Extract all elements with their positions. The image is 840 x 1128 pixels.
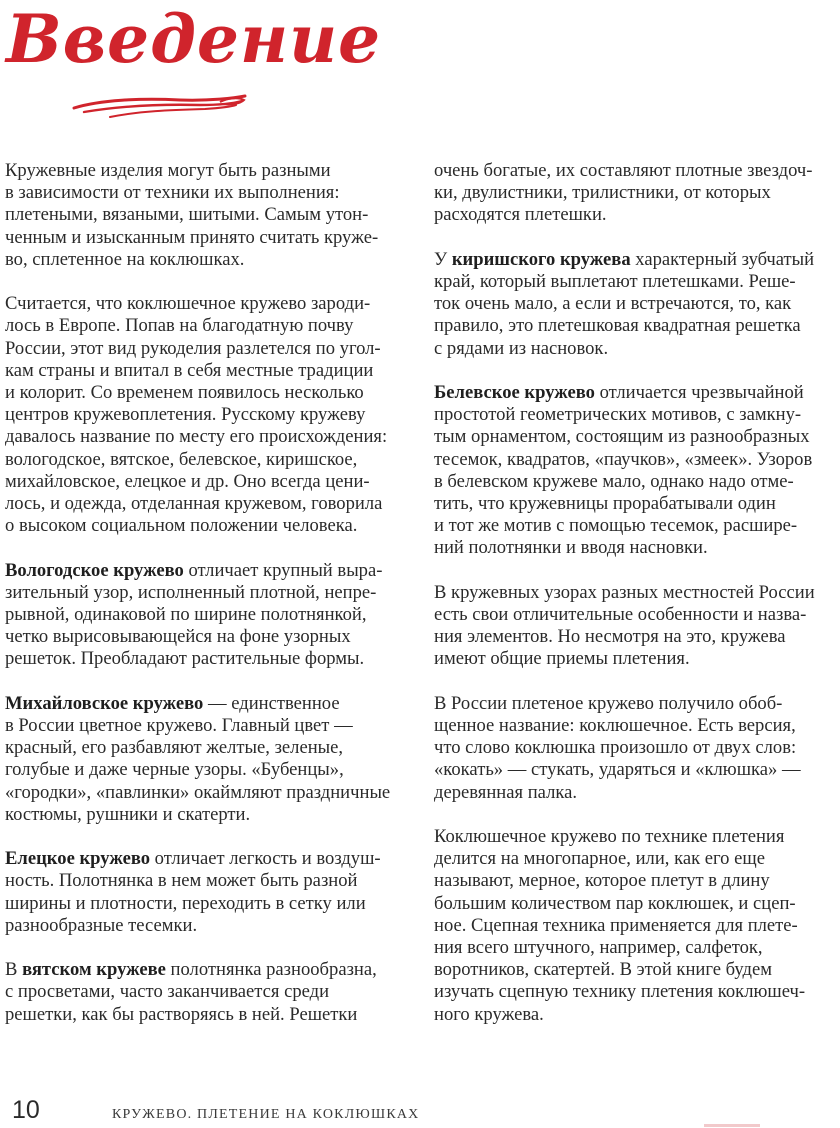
paragraph	[434, 826, 836, 1026]
text-run: решетки, как бы растворяясь в ней. Решетки	[5, 1003, 358, 1025]
page-number: 10	[12, 1096, 40, 1124]
text-run: щенное название: коклюшечное. Есть версия,	[434, 715, 796, 737]
paragraph	[434, 249, 836, 360]
text-line	[434, 338, 836, 360]
text-line	[434, 759, 836, 781]
text-run: Коклюшечное кружево по технике плетения	[434, 826, 785, 848]
text-line	[5, 293, 407, 315]
text-line	[434, 715, 836, 737]
text-line	[5, 893, 407, 915]
text-line	[434, 426, 836, 448]
text-run: есть свои отличительные особенности и назва-	[434, 604, 807, 626]
text-line	[5, 782, 407, 804]
text-line	[5, 981, 407, 1003]
text-run: разнообразные тесемки.	[5, 914, 198, 936]
text-line	[5, 715, 407, 737]
bold-term: Вологодское кружево	[5, 559, 184, 581]
bold-term: Михайловское кружево	[5, 692, 204, 714]
paragraph	[5, 160, 407, 271]
text-line	[5, 493, 407, 515]
text-line	[434, 604, 836, 626]
text-run: и тот же мотив с помощью тесемок, расшире-	[434, 515, 798, 537]
text-line	[5, 737, 407, 759]
text-run: с рядами из насновок.	[434, 337, 609, 359]
text-line	[434, 937, 836, 959]
text-run: ний полотнянки и вводя насновки.	[434, 537, 708, 559]
text-run: делится на многопарное, или, как его еще	[434, 848, 765, 870]
text-line	[5, 404, 407, 426]
text-run: ки, двулистники, трилистники, от которых	[434, 182, 771, 204]
text-run: У	[434, 248, 452, 270]
running-footer-title: КРУЖЕВО. ПЛЕТЕНИЕ НА КОКЛЮШКАХ	[112, 1107, 420, 1122]
text-run: в зависимости от техники их выполнения:	[5, 182, 340, 204]
text-line	[434, 471, 836, 493]
text-line	[5, 471, 407, 493]
text-line	[434, 404, 836, 426]
text-run: край, который выплетают плетешками. Реше-	[434, 271, 796, 292]
text-line	[5, 1004, 407, 1026]
text-line	[5, 160, 407, 182]
text-run: Считается, что коклюшечное кружево зароди-	[5, 293, 371, 315]
text-run: ность. Полотнянка в нем может быть разной	[5, 870, 358, 892]
left-text-column	[5, 160, 407, 1048]
text-run: Кружевные изделия могут быть разными	[5, 160, 331, 181]
text-line	[434, 870, 836, 892]
text-line	[5, 204, 407, 226]
text-run: красный, его разбавляют желтые, зеленые,	[5, 737, 344, 759]
text-run: простотой геометрических мотивов, с замкну-	[434, 404, 802, 426]
text-run: полотнянка разнообразна,	[165, 959, 377, 981]
text-line	[5, 560, 407, 582]
text-run: «кокать» — стукать, ударяться и «клюшка» —	[434, 759, 801, 781]
paragraph	[5, 293, 407, 537]
text-run: ного кружева.	[434, 1003, 544, 1025]
text-run: ное. Сцепная техника применяется для плете-	[434, 914, 798, 936]
text-line	[434, 1004, 836, 1026]
text-run: тить, что кружевницы прорабатывали один	[434, 493, 776, 515]
text-line	[434, 737, 836, 759]
text-line	[5, 870, 407, 892]
text-run: характерный зубчатый	[630, 248, 815, 270]
text-run: большим количеством пар коклюшек, и сцеп-	[434, 892, 796, 914]
page-title: Введение	[6, 0, 382, 78]
paragraph	[434, 382, 836, 560]
bold-term: Белевское кружево	[434, 382, 595, 403]
text-run: ния элементов. Но несмотря на это, кружева	[434, 626, 786, 648]
text-run: в белевском кружеве мало, однако надо отме-	[434, 470, 794, 492]
text-line	[5, 759, 407, 781]
text-run: ширины и плотности, переходить в сетку или	[5, 892, 366, 914]
text-run: михайловское, елецкое и др. Оно всегда цени-	[5, 470, 370, 492]
text-line	[434, 449, 836, 471]
text-run: что слово коклюшка произошло от двух слов:	[434, 737, 797, 759]
text-line	[5, 515, 407, 537]
text-line	[434, 537, 836, 559]
text-run: В России плетеное кружево получило обоб-	[434, 692, 783, 714]
text-run: ченным и изысканным принято считать круже-	[5, 226, 379, 248]
text-run: лось, и одежда, отделанная кружевом, говорила	[5, 493, 383, 515]
text-run: деревянная палка.	[434, 781, 578, 803]
text-line	[5, 915, 407, 937]
text-line	[434, 382, 836, 404]
paragraph	[434, 582, 836, 671]
text-line	[434, 915, 836, 937]
paragraph	[5, 693, 407, 826]
text-run: лось в Европе. Попав на благодатную почву	[5, 315, 354, 337]
text-line	[5, 426, 407, 448]
text-line	[434, 160, 836, 182]
paragraph	[5, 848, 407, 937]
text-run: вологодское, вятское, белевское, киришское,	[5, 448, 358, 470]
text-line	[434, 249, 836, 271]
text-run: отличает крупный выра-	[183, 559, 383, 581]
text-run: называют, мерное, которое плетут в длину	[434, 870, 770, 892]
text-line	[5, 959, 407, 981]
text-line	[434, 782, 836, 804]
text-run: в России цветное кружево. Главный цвет —	[5, 715, 353, 737]
text-line	[434, 271, 836, 293]
text-run: «городки», «павлинки» окаймляют праздничные	[5, 781, 391, 803]
text-run: и колорит. Со временем появилось несколько	[5, 382, 364, 404]
text-line	[434, 648, 836, 670]
paragraph	[434, 160, 836, 227]
text-run: кам страны и впитал в себя местные традиции	[5, 359, 374, 381]
text-line	[434, 693, 836, 715]
text-line	[5, 315, 407, 337]
text-line	[5, 227, 407, 249]
text-run: голубые и даже черные узоры. «Бубенцы»,	[5, 759, 344, 781]
text-line	[434, 826, 836, 848]
text-line	[434, 959, 836, 981]
text-run: с просветами, часто заканчивается среди	[5, 981, 330, 1003]
text-line	[5, 360, 407, 382]
text-run: тесемок, квадратов, «паучков», «змеек». Узоров	[434, 448, 813, 470]
paragraph	[434, 693, 836, 804]
text-line	[434, 893, 836, 915]
text-line	[5, 693, 407, 715]
paragraph	[5, 560, 407, 671]
text-line	[5, 804, 407, 826]
text-line	[434, 582, 836, 604]
text-line	[5, 382, 407, 404]
bold-term: киришского кружева	[451, 248, 631, 270]
text-run: — единственное	[203, 692, 340, 714]
text-line	[434, 182, 836, 204]
text-run: четко вырисовывающейся на фоне узорных	[5, 626, 351, 648]
text-line	[5, 582, 407, 604]
bold-term: вятском кружеве	[22, 959, 166, 981]
right-text-column	[434, 160, 836, 1048]
text-run: тым орнаментом, состоящим из разнообразных	[434, 426, 810, 448]
text-run: ния всего штучного, например, салфеток,	[434, 937, 763, 959]
text-run: рывной, одинаковой по ширине полотнянкой,	[5, 604, 367, 626]
text-run: изучать сцепную технику плетения коклюшеч-	[434, 981, 806, 1003]
text-line	[5, 626, 407, 648]
text-line	[5, 249, 407, 271]
text-line	[434, 515, 836, 537]
footer-decoration	[704, 1124, 760, 1127]
text-run: костюмы, рушники и скатерти.	[5, 803, 251, 825]
text-line	[434, 626, 836, 648]
text-run: России, этот вид рукоделия разлетелся по угол-	[5, 337, 381, 359]
text-line	[434, 493, 836, 515]
text-line	[5, 848, 407, 870]
text-run: В кружевных узорах разных местностей России	[434, 581, 815, 603]
text-line	[434, 315, 836, 337]
text-run: воротников, скатертей. В этой книге будем	[434, 959, 772, 981]
text-line	[434, 981, 836, 1003]
text-line	[5, 182, 407, 204]
text-line	[5, 648, 407, 670]
text-line	[434, 848, 836, 870]
text-run: ток очень мало, а если и встречаются, то, как	[434, 293, 792, 315]
text-run: давалось название по месту его происхождения:	[5, 426, 388, 448]
paragraph	[5, 959, 407, 1026]
text-run: отличает легкость и воздуш-	[150, 848, 381, 870]
text-run: В	[5, 959, 23, 981]
text-run: очень богатые, их составляют плотные звездоч-	[434, 160, 813, 181]
text-line	[434, 293, 836, 315]
text-line	[5, 604, 407, 626]
text-line	[434, 204, 836, 226]
decorative-swash-icon	[70, 92, 250, 122]
bold-term: Елецкое кружево	[5, 848, 151, 870]
text-run: правило, это плетешковая квадратная решетка	[434, 315, 801, 337]
text-run: решеток. Преобладают растительные формы.	[5, 648, 365, 670]
text-run: имеют общие приемы плетения.	[434, 648, 690, 670]
text-run: зительный узор, исполненный плотной, непре-	[5, 581, 377, 603]
text-run: плетеными, вязаными, шитыми. Самым утон-	[5, 204, 369, 226]
text-run: расходятся плетешки.	[434, 204, 607, 226]
text-run: во, сплетенное на коклюшках.	[5, 248, 245, 270]
text-run: центров кружевоплетения. Русскому кружеву	[5, 404, 366, 426]
text-line	[5, 338, 407, 360]
text-run: отличается чрезвычайной	[594, 382, 804, 403]
text-run: о высоком социальном положении человека.	[5, 515, 358, 537]
text-line	[5, 449, 407, 471]
